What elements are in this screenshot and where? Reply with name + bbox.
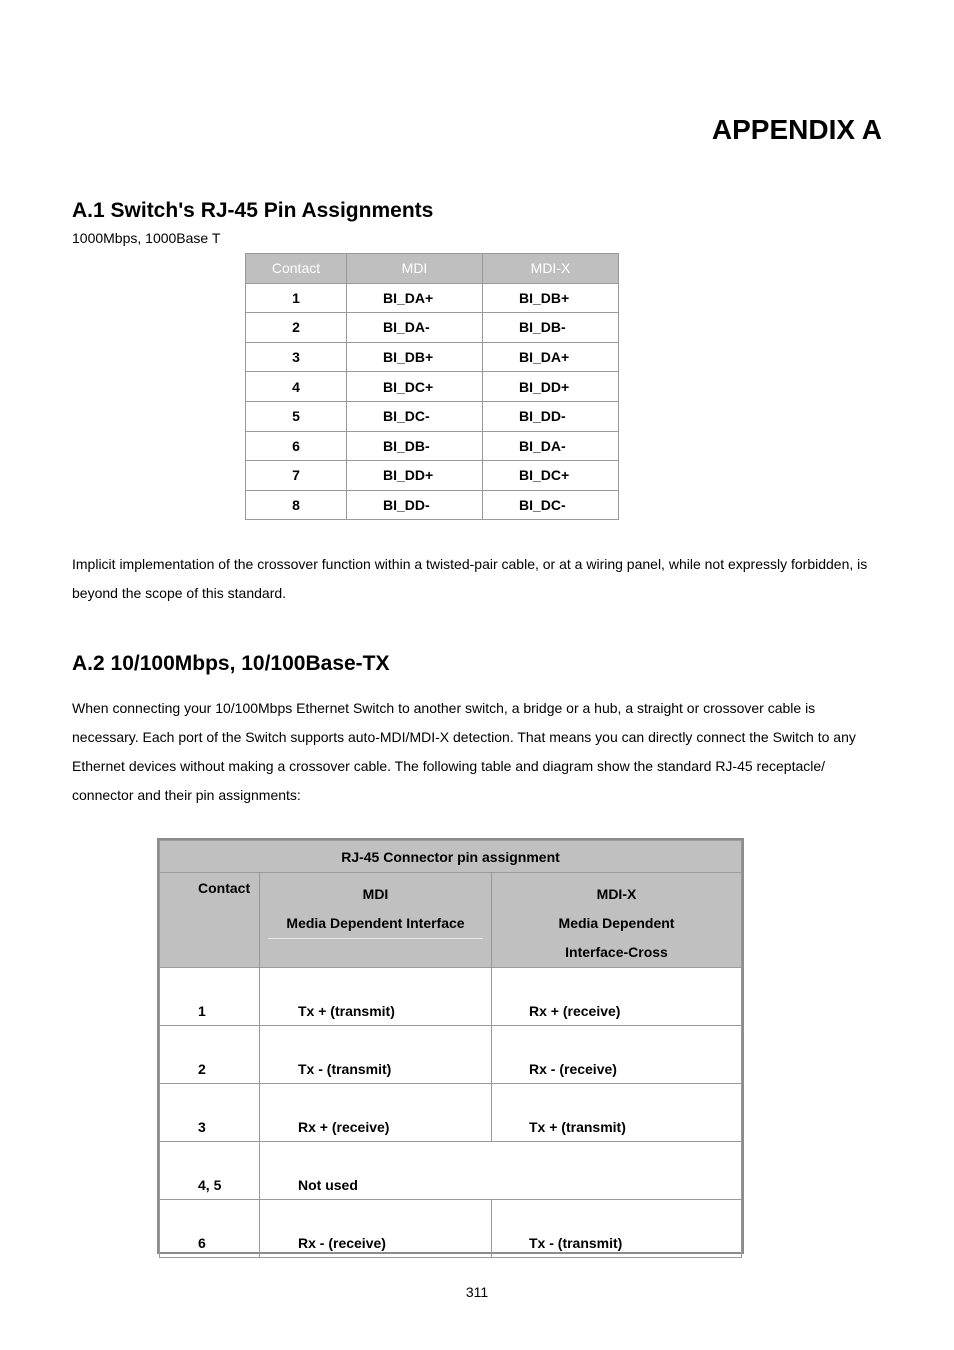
pin-assignment-table-1000base-t: [245, 253, 619, 520]
cell-contact-text: 2: [198, 1061, 206, 1077]
table-row: [160, 1200, 742, 1258]
cell-mdi: [260, 1142, 742, 1200]
section2-paragraph: When connecting your 10/100Mbps Ethernet Switch to another switch, a bridge or a hub, a straight or crossover cable is necessary. Each port of the Switch supports auto-MDI/MDI-X detection. That means you can directly connect the Switch to any Ethernet devices without making a crossover cable. The following table and diagram show the standard RJ-45 receptacle/ connector and their pin assignments:: [72, 700, 856, 803]
section1-paragraph: Implicit implementation of the crossover function within a twisted-pair cable, or at a wiring panel, while not expressly forbidden, is beyond the scope of this standard.: [72, 556, 868, 601]
cell-mdi: BI_DA+: [347, 283, 483, 313]
section1-heading: A.1 Switch's RJ-45 Pin Assignments: [72, 199, 434, 222]
cell-mdix: BI_DB+: [483, 283, 619, 313]
cell-mdix: BI_DC+: [483, 461, 619, 491]
header-mdix-block: [492, 880, 741, 967]
cell-contact-text: 1: [198, 1003, 206, 1019]
cell-contact: 8: [246, 490, 347, 520]
cell-contact: [160, 968, 260, 1026]
cell-mdix: [492, 1026, 742, 1084]
table-row: [246, 313, 619, 343]
cell-mdi: [260, 968, 492, 1026]
cell-contact: [160, 1084, 260, 1142]
header-mdi-sub: Media Dependent Interface: [286, 915, 465, 931]
cell-mdi: [260, 1200, 492, 1258]
header-mdi-block: [268, 880, 483, 939]
header-mdi: MDI: [362, 886, 389, 902]
cell-contact-text: 6: [198, 1235, 206, 1251]
cell-contact: 7: [246, 461, 347, 491]
cell-mdix: BI_DC-: [483, 490, 619, 520]
table-row: [160, 968, 742, 1026]
header-mdi: MDI: [347, 254, 483, 284]
table-row: [246, 431, 619, 461]
cell-mdix-text: Rx - (receive): [529, 1061, 617, 1077]
header-mdix-cell: [492, 873, 742, 968]
cell-mdi-text: Rx + (receive): [298, 1119, 390, 1135]
cell-mdi: BI_DD-: [347, 490, 483, 520]
table-row: [246, 461, 619, 491]
header-contact: Contact: [160, 873, 260, 968]
header-mdix-sub1: Media Dependent: [558, 915, 675, 931]
cell-mdi-text: Rx - (receive): [298, 1235, 386, 1251]
appendix-title: APPENDIX A: [711, 114, 882, 145]
header-mdix-sub2: Interface-Cross: [565, 944, 668, 960]
cell-contact: [160, 1026, 260, 1084]
table-row: [160, 1142, 742, 1200]
header-mdi-cell: [260, 873, 492, 968]
cell-mdi: BI_DB-: [347, 431, 483, 461]
section1-subtitle: 1000Mbps, 1000Base T: [72, 230, 221, 246]
cell-contact: 5: [246, 401, 347, 431]
cell-contact-text: 4, 5: [198, 1177, 222, 1193]
rj45-connector-table: [157, 838, 744, 1254]
cell-mdix: [492, 1084, 742, 1142]
cell-mdix-text: Tx + (transmit): [529, 1119, 626, 1135]
cell-mdi: [260, 1084, 492, 1142]
cell-contact: 3: [246, 342, 347, 372]
cell-mdi-text: Tx + (transmit): [298, 1003, 395, 1019]
cell-mdix-text: Tx - (transmit): [529, 1235, 623, 1251]
cell-mdi: BI_DD+: [347, 461, 483, 491]
cell-mdi-text: Not used: [298, 1177, 358, 1193]
cell-mdi: BI_DC+: [347, 372, 483, 402]
header-mdix: MDI-X: [483, 254, 619, 284]
table-header-row: [246, 254, 619, 284]
cell-mdi-text: Tx - (transmit): [298, 1061, 392, 1077]
table-row: [160, 1026, 742, 1084]
header-mdix: MDI-X: [596, 886, 637, 902]
cell-mdix: [492, 968, 742, 1026]
cell-mdi: BI_DA-: [347, 313, 483, 343]
page-number: 311: [465, 1284, 489, 1300]
cell-mdix: BI_DA-: [483, 431, 619, 461]
cell-contact: [160, 1142, 260, 1200]
table-row: [246, 490, 619, 520]
cell-mdi: BI_DC-: [347, 401, 483, 431]
cell-contact: 4: [246, 372, 347, 402]
cell-mdix: BI_DD-: [483, 401, 619, 431]
table-caption: RJ-45 Connector pin assignment: [160, 841, 742, 873]
cell-mdi: BI_DB+: [347, 342, 483, 372]
cell-contact: 6: [246, 431, 347, 461]
table-row: [160, 1084, 742, 1142]
section2-heading: A.2 10/100Mbps, 10/100Base-TX: [72, 652, 390, 675]
cell-mdix: BI_DB-: [483, 313, 619, 343]
table-row: [246, 283, 619, 313]
cell-contact: 1: [246, 283, 347, 313]
table-row: [246, 401, 619, 431]
cell-contact-text: 3: [198, 1119, 206, 1135]
table-row: [246, 372, 619, 402]
cell-mdi: [260, 1026, 492, 1084]
cell-mdix: BI_DD+: [483, 372, 619, 402]
header-contact: Contact: [246, 254, 347, 284]
cell-mdix-text: Rx + (receive): [529, 1003, 621, 1019]
cell-mdix: [492, 1200, 742, 1258]
table-row: [246, 342, 619, 372]
cell-contact: 2: [246, 313, 347, 343]
cell-mdix: BI_DA+: [483, 342, 619, 372]
cell-contact: [160, 1200, 260, 1258]
